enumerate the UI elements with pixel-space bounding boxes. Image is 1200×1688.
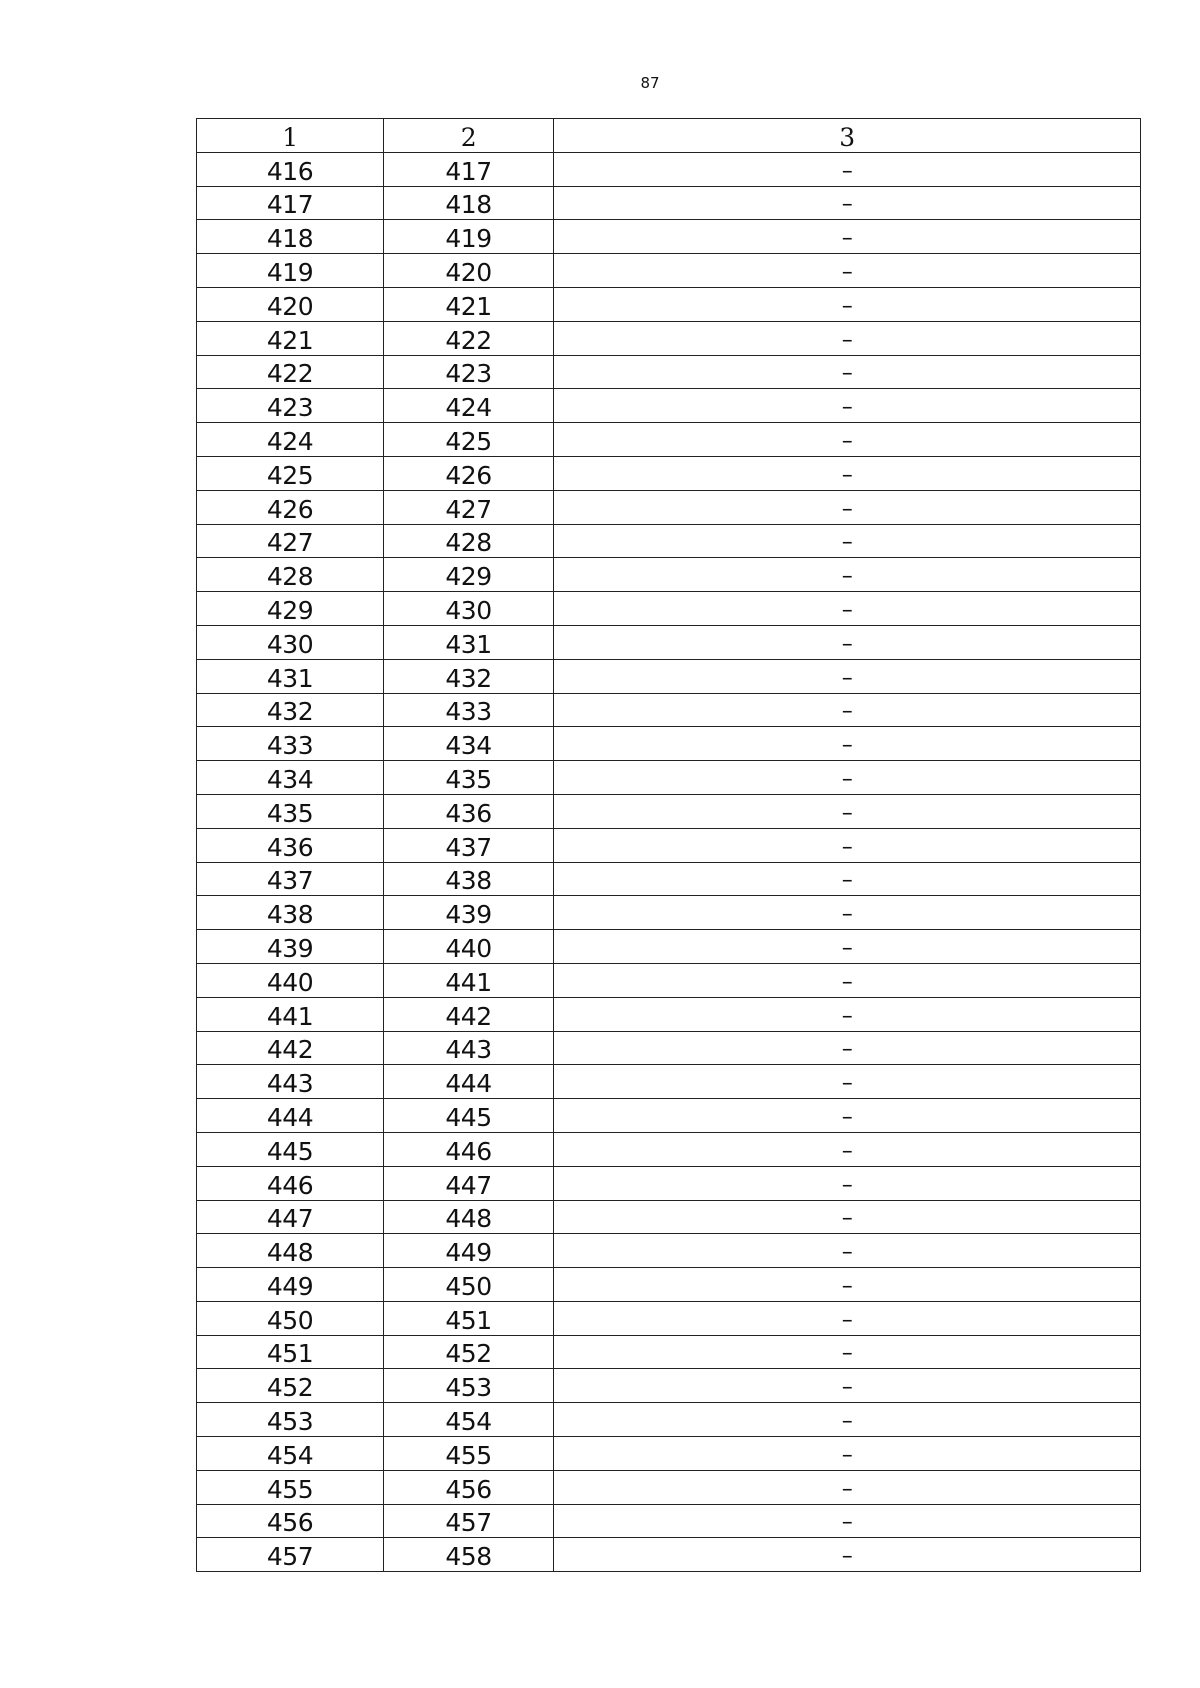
table-row: [197, 1504, 1141, 1538]
table-cell-col-3: –: [554, 1234, 1141, 1268]
table-row: [197, 1099, 1141, 1133]
table-row: [197, 490, 1141, 524]
table-cell-col-2: 434: [384, 727, 554, 761]
table-cell-col-2: 427: [384, 490, 554, 524]
data-table: [196, 118, 1141, 1572]
table-cell-col-2: 422: [384, 321, 554, 355]
table-row: [197, 1538, 1141, 1572]
table-cell-col-1: 418: [197, 220, 384, 254]
table-cell-col-2: 426: [384, 456, 554, 490]
table-row: [197, 1031, 1141, 1065]
table-row: [197, 152, 1141, 186]
column-header-1: 1: [197, 119, 384, 153]
table-row: [197, 1335, 1141, 1369]
table-cell-col-1: 429: [197, 592, 384, 626]
table-cell-col-1: 440: [197, 963, 384, 997]
table-cell-col-1: 454: [197, 1437, 384, 1471]
table-cell-col-1: 430: [197, 625, 384, 659]
table-cell-col-2: 428: [384, 524, 554, 558]
table-cell-col-3: –: [554, 1369, 1141, 1403]
table-cell-col-2: 430: [384, 592, 554, 626]
table-cell-col-3: –: [554, 1099, 1141, 1133]
table-row: [197, 1301, 1141, 1335]
table-cell-col-3: –: [554, 1132, 1141, 1166]
table-cell-col-2: 456: [384, 1470, 554, 1504]
table-cell-col-2: 442: [384, 997, 554, 1031]
table-row: [197, 389, 1141, 423]
table-cell-col-3: –: [554, 186, 1141, 220]
table-row: [197, 1065, 1141, 1099]
column-header-3: 3: [554, 119, 1141, 153]
table-cell-col-2: 423: [384, 355, 554, 389]
table-row: [197, 727, 1141, 761]
table-cell-col-2: 444: [384, 1065, 554, 1099]
table-cell-col-2: 449: [384, 1234, 554, 1268]
table-cell-col-1: 432: [197, 693, 384, 727]
table-cell-col-3: –: [554, 490, 1141, 524]
table-cell-col-3: –: [554, 659, 1141, 693]
table-cell-col-2: 429: [384, 558, 554, 592]
table-cell-col-3: –: [554, 558, 1141, 592]
table-cell-col-3: –: [554, 1031, 1141, 1065]
table-cell-col-3: –: [554, 524, 1141, 558]
table-cell-col-1: 451: [197, 1335, 384, 1369]
table-cell-col-3: –: [554, 1538, 1141, 1572]
table-cell-col-2: 431: [384, 625, 554, 659]
table-row: [197, 930, 1141, 964]
table-cell-col-2: 452: [384, 1335, 554, 1369]
table-row: [197, 761, 1141, 795]
table-cell-col-2: 453: [384, 1369, 554, 1403]
table-cell-col-3: –: [554, 693, 1141, 727]
table-row: [197, 186, 1141, 220]
table-cell-col-2: 420: [384, 254, 554, 288]
table-cell-col-3: –: [554, 997, 1141, 1031]
table-cell-col-2: 425: [384, 423, 554, 457]
table-cell-col-1: 444: [197, 1099, 384, 1133]
table-row: [197, 828, 1141, 862]
table-cell-col-3: –: [554, 220, 1141, 254]
table-cell-col-2: 433: [384, 693, 554, 727]
table-cell-col-3: –: [554, 321, 1141, 355]
table-row: [197, 1369, 1141, 1403]
table-row: [197, 1437, 1141, 1471]
table-row: [197, 1470, 1141, 1504]
table-cell-col-3: –: [554, 1301, 1141, 1335]
table-cell-col-1: 457: [197, 1538, 384, 1572]
table-cell-col-3: –: [554, 1335, 1141, 1369]
table-cell-col-1: 416: [197, 152, 384, 186]
table-cell-col-1: 441: [197, 997, 384, 1031]
table-cell-col-2: 458: [384, 1538, 554, 1572]
table-cell-col-1: 434: [197, 761, 384, 795]
table-cell-col-3: –: [554, 423, 1141, 457]
table-cell-col-3: –: [554, 1504, 1141, 1538]
table-cell-col-2: 450: [384, 1268, 554, 1302]
table-cell-col-2: 438: [384, 862, 554, 896]
table-cell-col-2: 443: [384, 1031, 554, 1065]
table-cell-col-1: 436: [197, 828, 384, 862]
table-row: [197, 1200, 1141, 1234]
table-row: [197, 220, 1141, 254]
table-cell-col-3: –: [554, 1166, 1141, 1200]
table-cell-col-3: –: [554, 963, 1141, 997]
table-cell-col-2: 424: [384, 389, 554, 423]
table-cell-col-3: –: [554, 794, 1141, 828]
table-cell-col-2: 432: [384, 659, 554, 693]
table-row: [197, 423, 1141, 457]
table-cell-col-2: 445: [384, 1099, 554, 1133]
table-row: [197, 997, 1141, 1031]
table-cell-col-1: 446: [197, 1166, 384, 1200]
table-row: [197, 287, 1141, 321]
table-cell-col-1: 425: [197, 456, 384, 490]
table-row: [197, 693, 1141, 727]
table-cell-col-2: 418: [384, 186, 554, 220]
table-cell-col-1: 426: [197, 490, 384, 524]
table-cell-col-2: 455: [384, 1437, 554, 1471]
table-cell-col-1: 449: [197, 1268, 384, 1302]
table-cell-col-1: 423: [197, 389, 384, 423]
table-cell-col-3: –: [554, 896, 1141, 930]
table-cell-col-1: 427: [197, 524, 384, 558]
table-body: [197, 152, 1141, 1571]
table-cell-col-3: –: [554, 389, 1141, 423]
table-cell-col-1: 421: [197, 321, 384, 355]
table-cell-col-3: –: [554, 828, 1141, 862]
table-cell-col-3: –: [554, 1470, 1141, 1504]
table-cell-col-1: 448: [197, 1234, 384, 1268]
table-cell-col-3: –: [554, 625, 1141, 659]
column-header-2: 2: [384, 119, 554, 153]
table-cell-col-2: 436: [384, 794, 554, 828]
table-cell-col-1: 438: [197, 896, 384, 930]
table-cell-col-1: 433: [197, 727, 384, 761]
table-cell-col-1: 453: [197, 1403, 384, 1437]
table-cell-col-1: 417: [197, 186, 384, 220]
table-cell-col-1: 431: [197, 659, 384, 693]
table-cell-col-2: 437: [384, 828, 554, 862]
table-row: [197, 321, 1141, 355]
table-header-row: [197, 119, 1141, 153]
table-row: [197, 1268, 1141, 1302]
table-cell-col-3: –: [554, 254, 1141, 288]
table-cell-col-3: –: [554, 152, 1141, 186]
table-cell-col-1: 455: [197, 1470, 384, 1504]
table-cell-col-2: 439: [384, 896, 554, 930]
table-row: [197, 1132, 1141, 1166]
table-cell-col-1: 420: [197, 287, 384, 321]
table-cell-col-3: –: [554, 592, 1141, 626]
table-cell-col-1: 445: [197, 1132, 384, 1166]
table-cell-col-2: 451: [384, 1301, 554, 1335]
table-cell-col-1: 419: [197, 254, 384, 288]
table-cell-col-1: 437: [197, 862, 384, 896]
table-cell-col-2: 447: [384, 1166, 554, 1200]
table-row: [197, 862, 1141, 896]
table-cell-col-1: 424: [197, 423, 384, 457]
table-row: [197, 592, 1141, 626]
table-cell-col-3: –: [554, 1065, 1141, 1099]
table-cell-col-1: 456: [197, 1504, 384, 1538]
table-row: [197, 254, 1141, 288]
table-cell-col-3: –: [554, 287, 1141, 321]
table-row: [197, 963, 1141, 997]
page-number: 87: [640, 74, 660, 92]
table-cell-col-3: –: [554, 1403, 1141, 1437]
table-cell-col-3: –: [554, 862, 1141, 896]
table-cell-col-2: 441: [384, 963, 554, 997]
table-cell-col-1: 442: [197, 1031, 384, 1065]
table-row: [197, 1234, 1141, 1268]
table-cell-col-3: –: [554, 456, 1141, 490]
table-cell-col-1: 422: [197, 355, 384, 389]
table-cell-col-2: 440: [384, 930, 554, 964]
table-cell-col-3: –: [554, 761, 1141, 795]
table-cell-col-2: 457: [384, 1504, 554, 1538]
table-cell-col-2: 421: [384, 287, 554, 321]
table-row: [197, 1166, 1141, 1200]
table-row: [197, 558, 1141, 592]
table-cell-col-2: 446: [384, 1132, 554, 1166]
table-row: [197, 456, 1141, 490]
table-row: [197, 355, 1141, 389]
table-row: [197, 896, 1141, 930]
table-cell-col-1: 439: [197, 930, 384, 964]
table-cell-col-2: 448: [384, 1200, 554, 1234]
table-cell-col-2: 454: [384, 1403, 554, 1437]
table-cell-col-2: 435: [384, 761, 554, 795]
table-cell-col-1: 443: [197, 1065, 384, 1099]
table-cell-col-3: –: [554, 727, 1141, 761]
table-cell-col-3: –: [554, 1200, 1141, 1234]
table-row: [197, 1403, 1141, 1437]
table-row: [197, 659, 1141, 693]
table-cell-col-2: 417: [384, 152, 554, 186]
table-row: [197, 524, 1141, 558]
table-cell-col-1: 450: [197, 1301, 384, 1335]
table-row: [197, 625, 1141, 659]
table-cell-col-1: 447: [197, 1200, 384, 1234]
table-cell-col-3: –: [554, 1268, 1141, 1302]
table-cell-col-1: 428: [197, 558, 384, 592]
table-cell-col-1: 435: [197, 794, 384, 828]
table-cell-col-3: –: [554, 930, 1141, 964]
table-cell-col-3: –: [554, 355, 1141, 389]
table-cell-col-2: 419: [384, 220, 554, 254]
table-row: [197, 794, 1141, 828]
table-cell-col-1: 452: [197, 1369, 384, 1403]
table-cell-col-3: –: [554, 1437, 1141, 1471]
